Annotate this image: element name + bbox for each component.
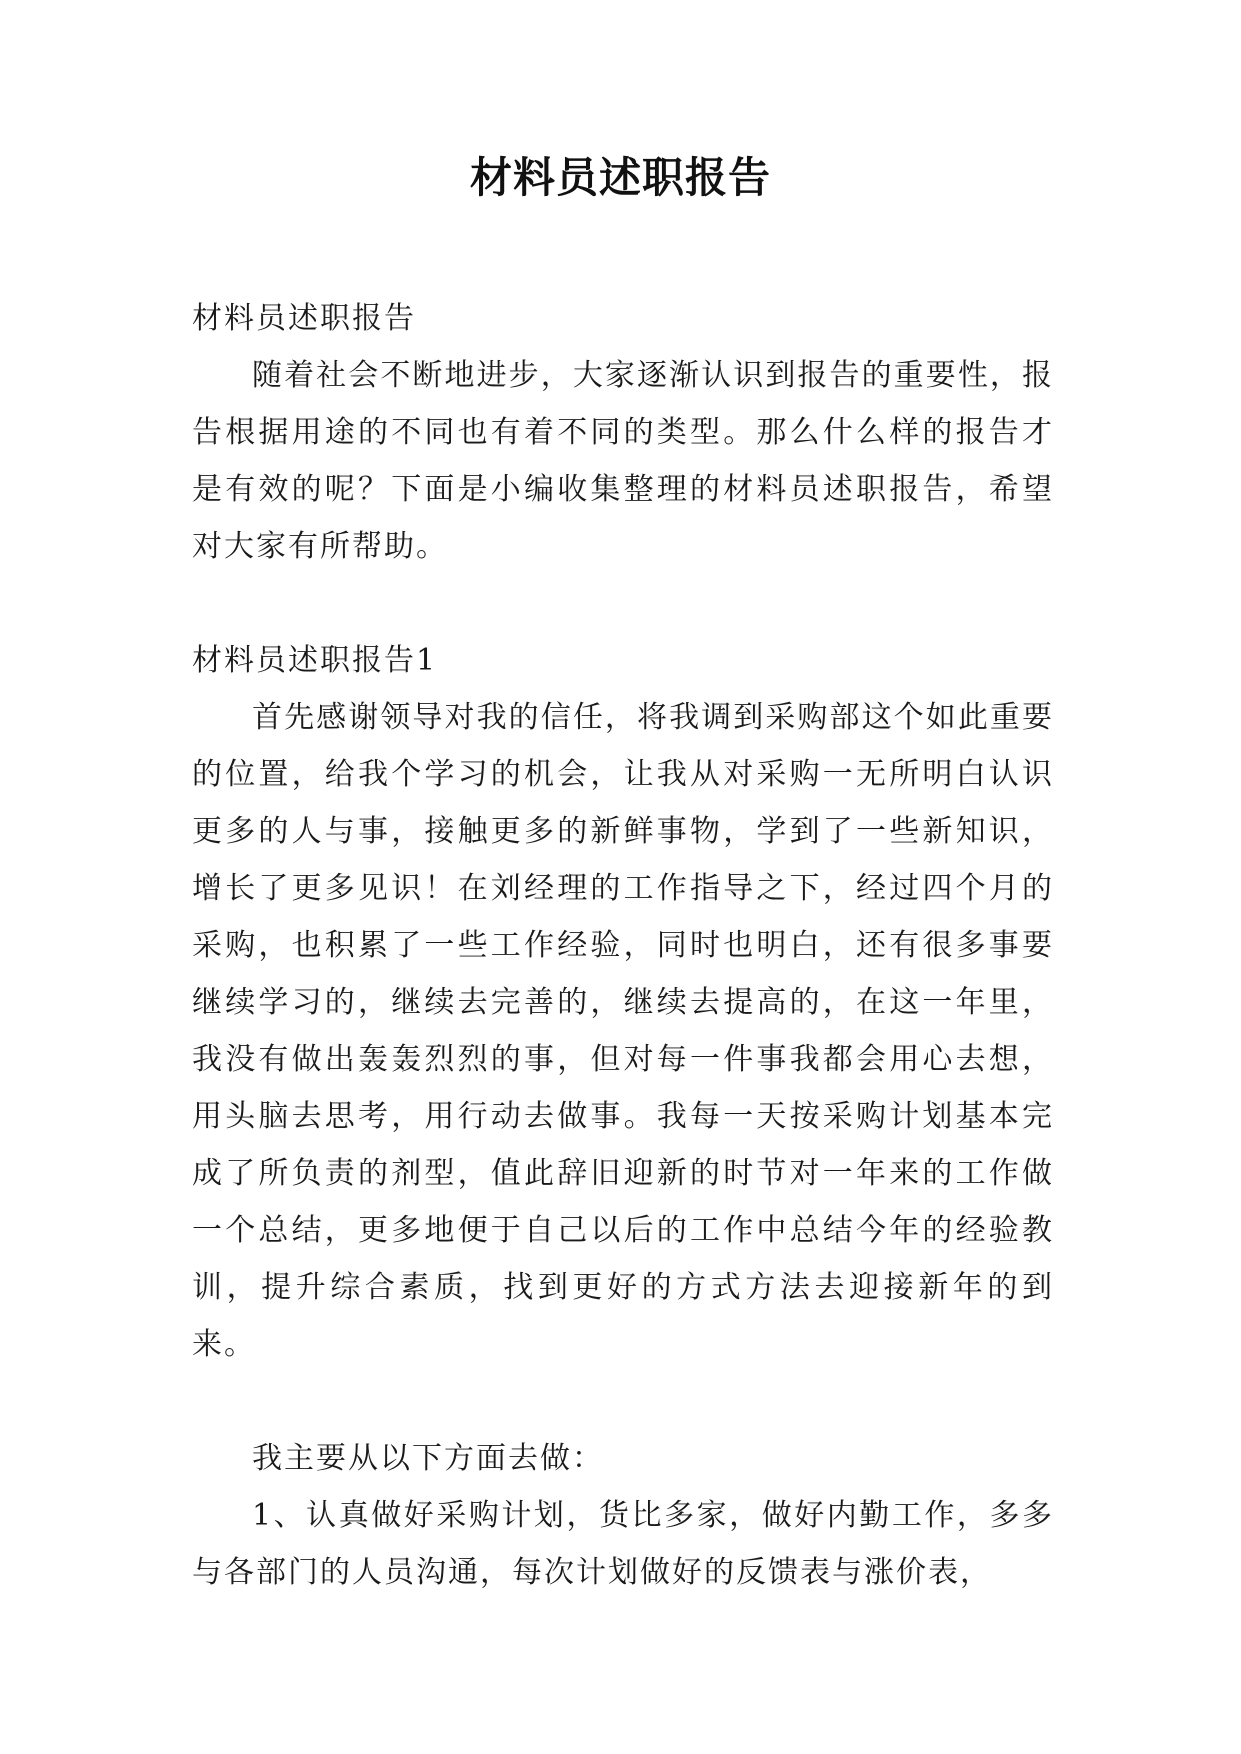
intro-paragraph: 随着社会不断地进步，大家逐渐认识到报告的重要性，报告根据用途的不同也有着不同的类型。那么什么样的报告才是有效的呢？下面是小编收集整理的材料员述职报告，希望对大家有所帮助。 bbox=[192, 358, 1054, 564]
paragraph-gap bbox=[192, 575, 1054, 632]
section-paragraph: 我主要从以下方面去做： bbox=[252, 1441, 604, 1476]
list-item: 1、认真做好采购计划，货比多家，做好内勤工作，多多与各部门的人员沟通，每次计划做好的反馈表与涨价表， bbox=[192, 1498, 1054, 1590]
document-title: 材料员述职报告 bbox=[469, 153, 771, 202]
section-paragraph: 首先感谢领导对我的信任，将我调到采购部这个如此重要的位置，给我个学习的机会，让我从对采购一无所明白认识更多的人与事，接触更多的新鲜事物，学到了一些新知识，增长了更多见识！在刘经理的工作指导之下，经过四个月的采购，也积累了一些工作经验，同时也明白，还有很多事要继续学习的，继续去完善的，继续去提高的，在这一年里，我没有做出轰轰烈烈的事，但对每一件事我都会用心去想，用头脑去思考，用行动去做事。我每一天按采购计划基本完成了所负责的剂型，值此辞旧迎新的时节对一年来的工作做一个总结，更多地便于自己以后的工作中总结今年的经验教训，提升综合素质，找到更好的方式方法去迎接新年的到来。 bbox=[192, 700, 1054, 1362]
section-heading: 材料员述职报告1 bbox=[192, 643, 438, 678]
subtitle: 材料员述职报告 bbox=[192, 301, 416, 336]
document-body bbox=[192, 290, 1054, 1601]
paragraph-gap bbox=[192, 1373, 1054, 1430]
